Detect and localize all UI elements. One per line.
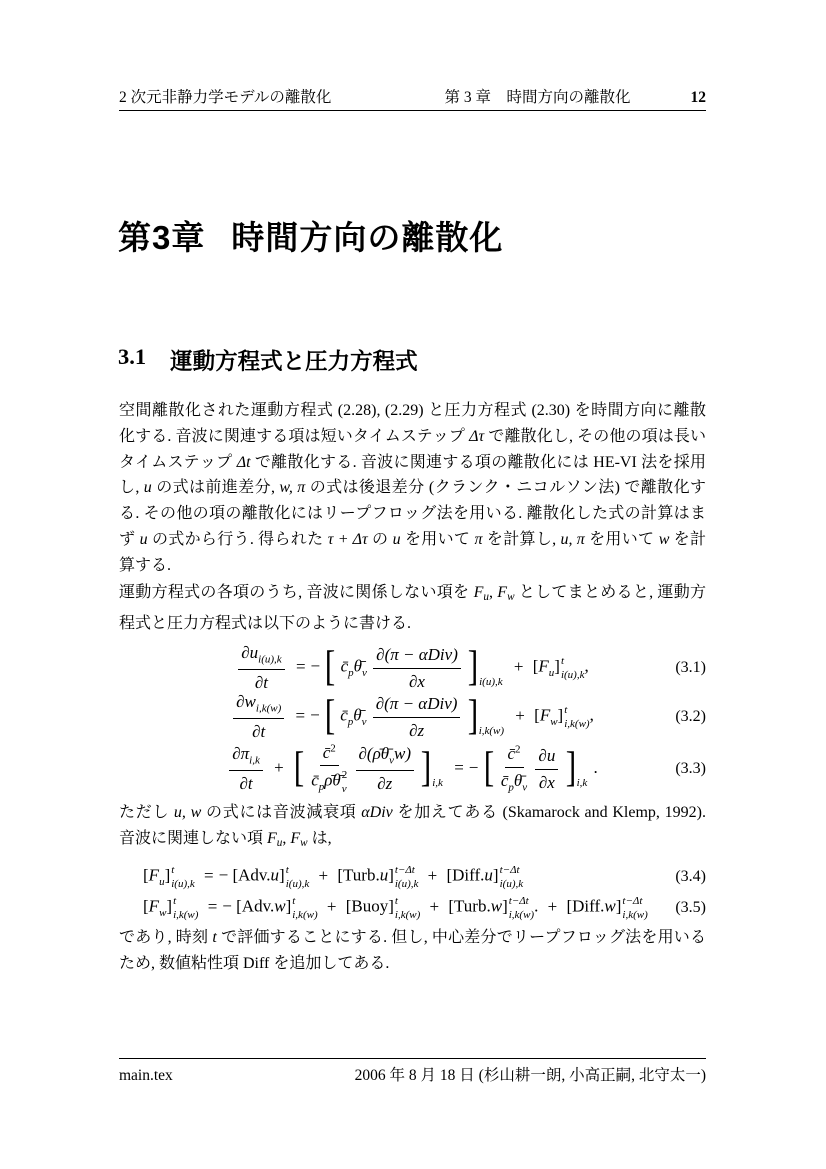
text-segment: を加えてある (Skamarock and Klemp, 1992). 音波に関連しない項 bbox=[119, 804, 706, 847]
left-bracket: [ bbox=[534, 705, 540, 725]
F-w-term: F bbox=[539, 705, 551, 725]
chapter-heading-number: 第3章 bbox=[118, 219, 206, 256]
partial-t: ∂t bbox=[239, 774, 253, 794]
left-bracket: [ bbox=[446, 865, 453, 885]
text-segment: Δt bbox=[236, 453, 251, 471]
text-segment: , bbox=[282, 829, 291, 847]
pressure-gradient-numerator: ∂(π − αDiv) bbox=[373, 644, 461, 668]
fraction bbox=[373, 644, 461, 692]
right-bracket: ] bbox=[279, 865, 285, 885]
equals-sign: = bbox=[295, 705, 306, 725]
footer-filename: main.tex bbox=[119, 1067, 173, 1084]
F-w-term: F bbox=[148, 896, 160, 916]
sup-sub-stack: t i,k(w) bbox=[173, 895, 199, 921]
sup-sub-stack: t i,k(w) bbox=[394, 895, 421, 921]
fraction bbox=[311, 742, 347, 796]
subscript: p bbox=[347, 716, 354, 729]
momentum-flux-numerator-end: w) bbox=[393, 744, 411, 764]
footer-date-authors: 2006 年 8 月 18 日 (杉山耕一朗, 小高正嗣, 北守太一) bbox=[354, 1067, 706, 1084]
pressure-gradient-numerator: ∂(π − αDiv) bbox=[373, 693, 461, 717]
equation-3-4-body bbox=[143, 863, 523, 891]
text-segment: としてまとめると, 運動方程式と圧力方程式は以下のように書ける. bbox=[119, 584, 706, 632]
minus-sign: − bbox=[222, 896, 232, 916]
advection-term: Adv. bbox=[241, 896, 275, 916]
text-segment: を計算する. bbox=[119, 530, 706, 574]
page-number: 12 bbox=[690, 89, 706, 106]
text-segment: の式には音波減衰項 bbox=[201, 804, 362, 821]
partial-pi: ∂π bbox=[232, 744, 250, 764]
minus-sign: − bbox=[310, 656, 321, 676]
text-segment: は, bbox=[307, 829, 332, 847]
equation-3-3 bbox=[119, 742, 706, 796]
subscript: i,k(w) bbox=[255, 702, 282, 715]
text-segment: であり, 時刻 bbox=[119, 929, 213, 946]
sup-sub-stack: t i(u),k bbox=[560, 655, 585, 681]
variable: u bbox=[270, 865, 280, 885]
subscript: v bbox=[389, 754, 394, 767]
minus-sign: − bbox=[310, 705, 320, 725]
period: . bbox=[593, 757, 598, 777]
text-segment: 運動方程式の各項のうち, 音波に関係しない項を bbox=[119, 584, 474, 601]
F-u-term: F bbox=[148, 865, 160, 885]
diffusion-term: Diff. bbox=[572, 896, 605, 916]
plus-sign: + bbox=[326, 896, 337, 916]
footer-rule bbox=[119, 1058, 706, 1059]
chapter-heading bbox=[118, 212, 503, 259]
equation-3-1-body: $\frac{\partial u_{i(u),k}}{\partial t}$ = − [ $c̄_p\thetā_v$ $\frac{\text{∂(π − αDiv)}}{\partial x}$ ]$_{i(u),k} + [F_u]$ t i(u),k , bbox=[236, 642, 588, 693]
text-segment: Δτ bbox=[469, 427, 485, 445]
plus-sign: + bbox=[429, 896, 440, 916]
text-segment: で離散化する. 音波に関連する項の離散化には HE-VI 法を採用し, bbox=[119, 453, 706, 497]
advection-term: Adv. bbox=[238, 865, 271, 885]
equals-sign: = bbox=[204, 865, 214, 885]
minus-sign: − bbox=[468, 757, 479, 777]
equation-3-5-body bbox=[143, 894, 648, 922]
comma: , bbox=[584, 656, 589, 676]
right-bracket: ] bbox=[492, 865, 499, 885]
text-segment: w bbox=[300, 836, 308, 849]
theta-v-bar: θ̄ bbox=[353, 705, 362, 725]
right-bracket: ] bbox=[502, 896, 508, 916]
text-segment: F bbox=[267, 829, 277, 847]
equation-number: (3.5) bbox=[675, 899, 706, 916]
equation-3-2 bbox=[119, 693, 706, 741]
text-segment: , bbox=[488, 584, 498, 601]
text-segment: の式から行う. 得られた bbox=[147, 530, 328, 548]
header-rule bbox=[119, 110, 706, 111]
left-bracket: [ bbox=[143, 896, 149, 916]
text-segment: u bbox=[483, 590, 489, 603]
partial-z: ∂z bbox=[409, 720, 425, 740]
subscript: u bbox=[548, 667, 555, 680]
plus-sign: + bbox=[274, 757, 284, 777]
text-segment: F bbox=[497, 584, 508, 601]
subscript: p bbox=[318, 781, 325, 794]
turbulence-term: Turb. bbox=[454, 896, 491, 916]
subscript: i(u),k bbox=[258, 653, 282, 666]
subscript: i,k bbox=[249, 754, 260, 767]
subscript: p bbox=[348, 667, 354, 680]
c-bar-squared: c̄ bbox=[507, 744, 516, 764]
text-segment: w bbox=[658, 530, 670, 548]
text-segment: で離散化し, その他の項は長いタイムステップ bbox=[119, 427, 706, 471]
period: . bbox=[534, 896, 539, 916]
turbulence-term: Turb. bbox=[343, 865, 380, 885]
right-bracket: ] bbox=[285, 896, 292, 916]
partial-w: ∂w bbox=[236, 692, 256, 712]
right-bracket: ] bbox=[554, 656, 560, 676]
paragraph-4 bbox=[119, 925, 706, 977]
text-segment: w, π bbox=[279, 479, 306, 497]
section-heading-title: 運動方程式と圧力方程式 bbox=[170, 349, 418, 374]
F-u-term: F bbox=[538, 656, 549, 676]
left-bracket: [ bbox=[143, 865, 149, 885]
equation-3-5 bbox=[119, 892, 706, 924]
chapter-heading-gap bbox=[205, 212, 231, 259]
sup-sub-stack: t i(u),k bbox=[171, 864, 195, 890]
equation-3-1 bbox=[119, 644, 706, 692]
left-bracket: [ bbox=[337, 865, 343, 885]
left-bracket: [ bbox=[448, 896, 455, 916]
text-segment: 空間離散化された運動方程式 (2.28), (2.29) と圧力方程式 (2.30) を時間方向に離散化する. 音波に関連する項は短いタイムステップ bbox=[119, 402, 706, 445]
left-bracket: [ bbox=[236, 896, 242, 916]
text-segment: ただし bbox=[119, 804, 174, 821]
fraction bbox=[356, 743, 414, 794]
sup-sub-stack: t i,k(w) bbox=[564, 704, 590, 730]
equation-number: (3.1) bbox=[675, 659, 706, 676]
plus-sign: + bbox=[515, 705, 525, 725]
sup-sub-stack: t i,k(w) bbox=[292, 895, 318, 921]
page-header bbox=[119, 85, 706, 107]
text-segment: u bbox=[276, 836, 283, 849]
text-segment: の式は前進差分, bbox=[151, 479, 280, 497]
subscript: v bbox=[362, 667, 367, 680]
theta-v-bar: θ̄ bbox=[513, 770, 523, 790]
sup-sub-stack: 2 v bbox=[341, 769, 348, 796]
right-bracket: ] bbox=[388, 896, 394, 916]
cp-bar: c̄ bbox=[340, 656, 349, 676]
fraction bbox=[233, 691, 284, 742]
chapter-heading-title: 時間方向の離散化 bbox=[231, 219, 504, 256]
partial-t: ∂t bbox=[254, 673, 269, 693]
right-bracket: ] bbox=[615, 896, 622, 916]
text-segment: u bbox=[392, 530, 401, 548]
cp-bar: c̄ bbox=[311, 771, 319, 791]
cp-bar: c̄ bbox=[340, 705, 348, 725]
equals-sign: = bbox=[295, 656, 306, 676]
text-segment: u bbox=[139, 530, 148, 548]
right-bracket: ] bbox=[164, 865, 171, 885]
partial-z: ∂z bbox=[377, 774, 393, 794]
header-chapter-title: 第 3 章 時間方向の離散化 bbox=[444, 89, 631, 106]
header-left-title: 2 次元非静力学モデルの離散化 bbox=[119, 89, 332, 106]
diffusion-term: Diff. bbox=[452, 865, 485, 885]
equation-number: (3.3) bbox=[675, 760, 706, 777]
plus-sign: + bbox=[318, 865, 329, 885]
variable: w bbox=[604, 896, 616, 916]
c-bar-squared: c̄ bbox=[322, 743, 331, 763]
text-segment: で評価することにする. 但し, 中心差分でリープフロッグ法を用いるため, 数値粘性項 Diff を追加してある. bbox=[119, 929, 706, 972]
text-segment: を用いて bbox=[400, 530, 475, 548]
minus-sign: − bbox=[218, 865, 229, 885]
text-segment: を計算し, bbox=[482, 530, 561, 548]
plus-sign: + bbox=[547, 896, 558, 916]
left-bracket: [ bbox=[345, 896, 352, 916]
fraction bbox=[373, 693, 461, 741]
equation-number: (3.4) bbox=[675, 868, 706, 885]
variable: w bbox=[274, 896, 286, 916]
equation-number: (3.2) bbox=[675, 708, 706, 725]
subscript: w bbox=[159, 907, 167, 920]
fraction bbox=[535, 745, 558, 793]
equation-3-3-body: $\frac{\partial\pi_{i,k}}{\partial t}$ + [ c̄$^2$ $c̄_p\rhō\thetā$ 2 v $\frac{\partial(\rhō\thetā_vw)}{\partial z}$ ]$_{i,k}$ = − [ $\frac{c̄^2}{c̄_p\thetā_v}$ $\frac{\partial u}{\partial x}$ ]$_{i,k}$ . bbox=[227, 742, 598, 796]
text-segment: w bbox=[507, 590, 515, 603]
subscript: v bbox=[361, 716, 367, 729]
bracket-subscript: i,k(w) bbox=[478, 725, 505, 738]
text-segment: u, π bbox=[560, 530, 585, 548]
variable: w bbox=[490, 896, 503, 916]
partial-x: ∂x bbox=[409, 671, 425, 691]
subscript: p bbox=[508, 780, 514, 793]
sup-sub-stack: t−Δt i(u),k bbox=[499, 864, 524, 890]
momentum-flux-numerator: ∂(ρ̄θ̄ bbox=[358, 744, 390, 764]
theta-v-bar: θ̄ bbox=[353, 656, 363, 676]
subscript: w bbox=[550, 716, 558, 729]
section-heading-number: 3.1 bbox=[118, 344, 147, 369]
variable: u bbox=[379, 865, 389, 885]
section-heading bbox=[118, 344, 418, 376]
superscript: 2 bbox=[330, 742, 336, 755]
text-segment: の bbox=[367, 530, 393, 548]
right-bracket: ] bbox=[166, 896, 173, 916]
bracket-subscript: i,k bbox=[576, 777, 588, 790]
fraction bbox=[238, 642, 284, 693]
subscript: u bbox=[159, 876, 165, 889]
rho-bar: ρ̄ bbox=[324, 771, 333, 791]
variable: u bbox=[484, 865, 493, 885]
bracket-subscript: i(u),k bbox=[479, 676, 503, 689]
subscript: v bbox=[522, 780, 528, 793]
superscript: 2 bbox=[515, 743, 521, 756]
sup-sub-stack: t−Δt i(u),k bbox=[394, 864, 419, 890]
sup-sub-stack: t−Δt i,k(w) bbox=[508, 895, 535, 921]
comma: , bbox=[589, 705, 594, 725]
plus-sign: + bbox=[513, 656, 524, 676]
right-bracket: ] bbox=[557, 705, 564, 725]
equals-sign: = bbox=[207, 896, 218, 916]
partial-x: ∂x bbox=[538, 772, 555, 792]
partial-u: ∂u bbox=[535, 745, 558, 769]
right-bracket: ] bbox=[388, 865, 394, 885]
sup-sub-stack: t i(u),k bbox=[285, 864, 310, 890]
equals-sign: = bbox=[454, 757, 464, 777]
left-bracket: [ bbox=[566, 896, 573, 916]
fraction bbox=[229, 743, 263, 794]
plus-sign: + bbox=[427, 865, 438, 885]
left-bracket: [ bbox=[532, 656, 539, 676]
theta-v-bar: θ̄ bbox=[332, 771, 341, 791]
sup-sub-stack: t−Δt i,k(w) bbox=[622, 895, 648, 921]
fraction bbox=[501, 743, 527, 794]
text-segment: を用いて bbox=[584, 530, 659, 548]
buoyancy-term: Buoy bbox=[351, 896, 389, 916]
text-segment: u, w bbox=[173, 804, 202, 821]
equation-3-2-body: $\frac{\partial w_{i,k(w)}}{\partial t}$ = − [ $c̄_p\thetā_v$ $\frac{\text{∂(π − αDiv)}}{\partial z}$ ]$_{i,k(w)} + [F_w]$ t i,k(w) , bbox=[231, 691, 594, 742]
text-segment: F bbox=[473, 584, 484, 601]
text-segment: τ + Δτ bbox=[327, 530, 368, 548]
partial-u: ∂u bbox=[241, 643, 259, 663]
paragraph-3 bbox=[119, 800, 706, 856]
bracket-subscript: i,k bbox=[432, 777, 443, 790]
section-heading-gap bbox=[146, 344, 170, 376]
page-footer bbox=[119, 1063, 706, 1085]
text-segment: u bbox=[143, 479, 152, 497]
left-bracket: [ bbox=[232, 865, 239, 885]
text-segment: t bbox=[212, 929, 217, 946]
text-segment: αDiv bbox=[361, 804, 393, 821]
text-segment: の式は後退差分 (クランク・ニコルソン法) で離散化する. その他の項の離散化にはリープフロッグ法を用いる. 離散化した式の計算はまず bbox=[119, 479, 706, 548]
paragraph-1 bbox=[119, 398, 706, 579]
text-segment: F bbox=[290, 829, 301, 847]
equation-3-4 bbox=[119, 861, 706, 893]
paragraph-2 bbox=[119, 580, 706, 636]
cp-bar: c̄ bbox=[500, 770, 509, 790]
text-segment: π bbox=[474, 530, 483, 548]
partial-t: ∂t bbox=[252, 722, 266, 742]
